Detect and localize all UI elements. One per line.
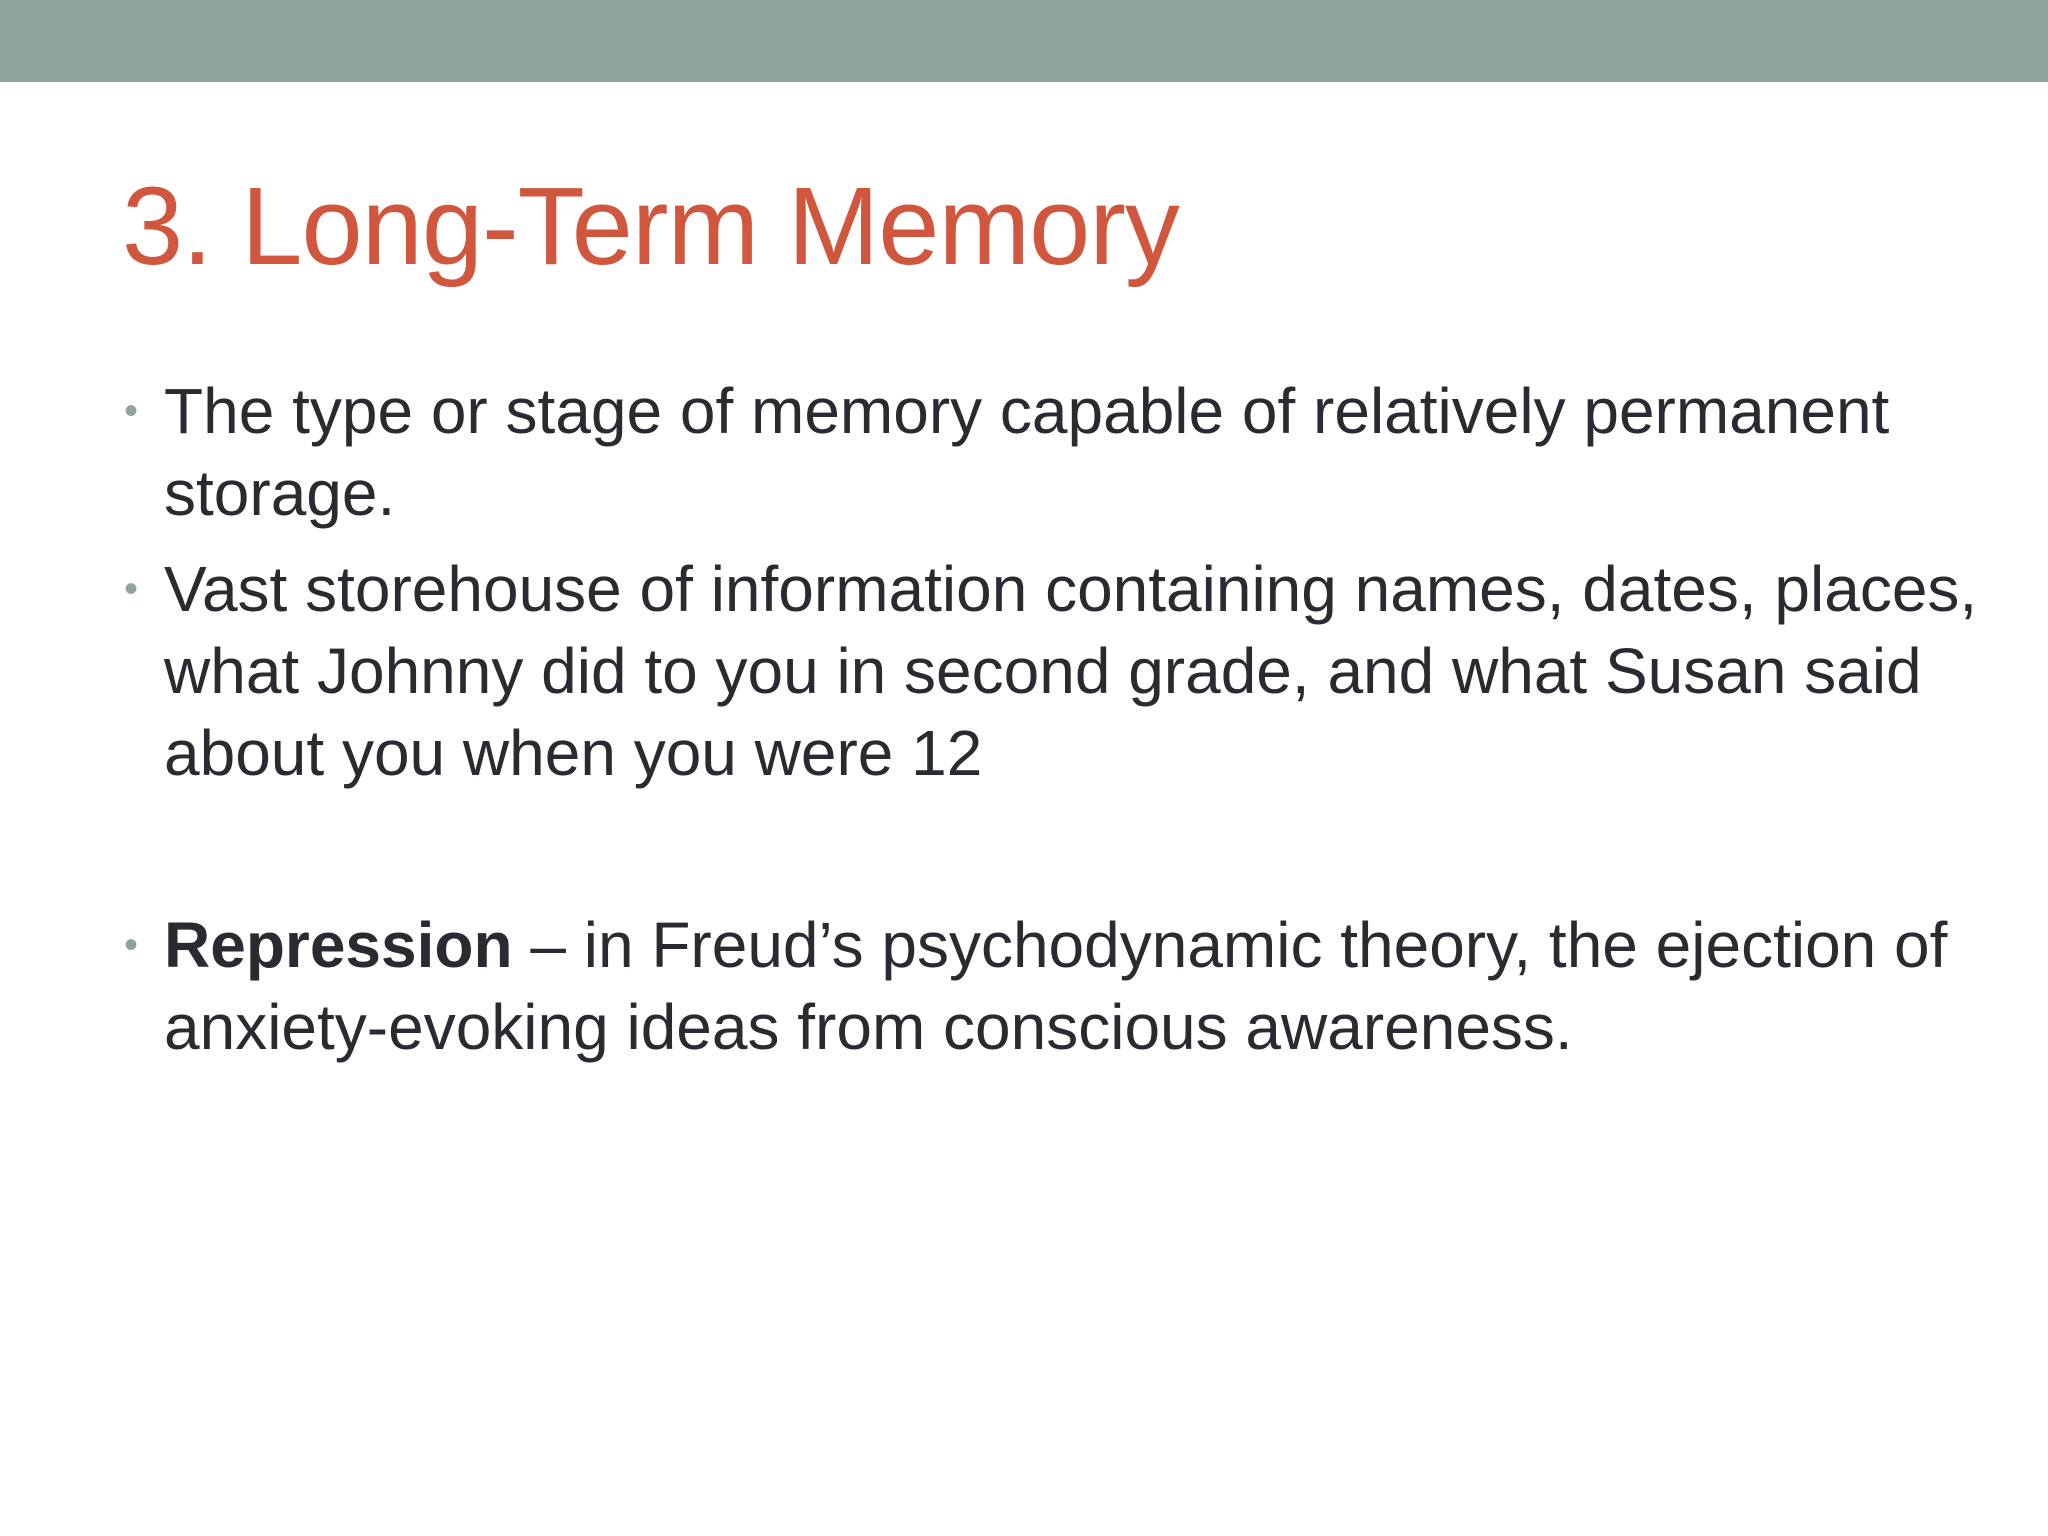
bullet-item-1 bbox=[122, 370, 2002, 534]
bullet-item-3 bbox=[122, 904, 2002, 1068]
bullet-marker-icon: • bbox=[124, 389, 139, 433]
bullet-item-2 bbox=[122, 548, 2002, 794]
bullet-list bbox=[122, 370, 2002, 1068]
bullet-text: – in Freud’s psychodynamic theory, the ejection of anxiety-evoking ideas from conscious awareness. bbox=[164, 909, 1948, 1063]
bullet-text: The type or stage of memory capable of relatively permanent storage. bbox=[164, 375, 1890, 529]
top-accent-band bbox=[0, 0, 2048, 82]
bullet-marker-icon: • bbox=[124, 923, 139, 967]
bullet-text: Vast storehouse of information containing names, dates, places, what Johnny did to you in second grade, and what Susan said about you when you were 12 bbox=[164, 553, 1978, 789]
slide-title: 3. Long-Term Memory bbox=[122, 165, 1179, 288]
bullet-marker-icon: • bbox=[124, 567, 139, 611]
bullet-term: Repression bbox=[164, 909, 513, 981]
